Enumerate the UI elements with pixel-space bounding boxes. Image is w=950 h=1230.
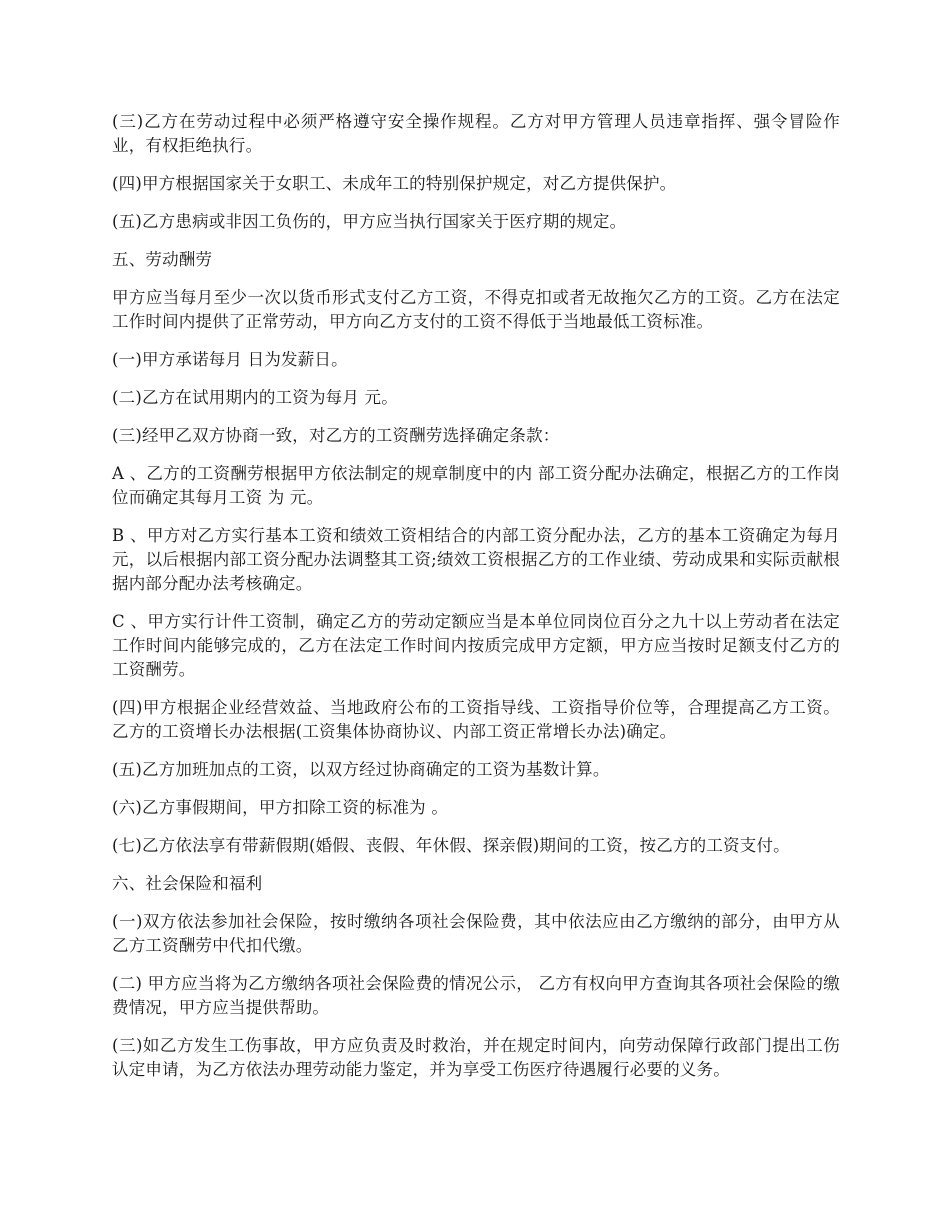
clause-5-overtime: (五)乙方加班加点的工资，以双方经过协商确定的工资为基数计算。 xyxy=(112,760,610,779)
clause-2-disclosure: (二) 甲方应当将为乙方缴纳各项社会保险费的情况公示， 乙方有权向甲方查询其各项社会保险的缴费情况，甲方应当提供帮助。 xyxy=(112,974,840,1017)
option-a: A 、乙方的工资酬劳根据甲方依法制定的规章制度中的内 部工资分配办法确定，根据乙方的工作岗位而确定其每月工资 为 元。 xyxy=(112,464,840,507)
clause-3-wage-options: (三)经甲乙双方协商一致，对乙方的工资酬劳选择确定条款： xyxy=(112,426,560,445)
clause-3-work-injury: (三)如乙方发生工伤事故，甲方应负责及时救治，并在规定时间内，向劳动保障行政部门提出工伤认定申请，为乙方依法办理劳动能力鉴定，并为享受工伤医疗待遇履行必要的义务。 xyxy=(112,1036,840,1079)
clause-1-social-insurance: (一)双方依法参加社会保险，按时缴纳各项社会保险费，其中依法应由乙方缴纳的部分，由甲方从乙方工资酬劳中代扣代缴。 xyxy=(112,912,840,955)
clause-4-special-protection: (四)甲方根据国家关于女职工、未成年工的特别保护规定，对乙方提供保护。 xyxy=(112,174,677,193)
remuneration-intro: 甲方应当每月至少一次以货币形式支付乙方工资，不得克扣或者无故拖欠乙方的工资。乙方在法定工作时间内提供了正常劳动，甲方向乙方支付的工资不得低于当地最低工资标准。 xyxy=(112,288,840,331)
option-b: B 、甲方对乙方实行基本工资和绩效工资相结合的内部工资分配办法，乙方的基本工资确定为每月 元，以后根据内部工资分配办法调整其工资;绩效工资根据乙方的工作业绩、劳动成果和实际贡献根据内部分配办法考核确定。 xyxy=(112,526,840,593)
clause-2-probation-wage: (二)乙方在试用期内的工资为每月 元。 xyxy=(112,388,398,407)
document-body xyxy=(112,110,840,1096)
option-c: C 、甲方实行计件工资制，确定乙方的劳动定额应当是本单位同岗位百分之九十以上劳动者在法定工作时间内能够完成的，乙方在法定工作时间内按质完成甲方定额，甲方应当按时足额支付乙方的工资酬劳。 xyxy=(112,612,840,679)
clause-1-payday: (一)甲方承诺每月 日为发薪日。 xyxy=(112,350,348,369)
clause-4-wage-increase: (四)甲方根据企业经营效益、当地政府公布的工资指导线、工资指导价位等，合理提高乙方工资。乙方的工资增长办法根据(工资集体协商协议、内部工资正常增长办法)确定。 xyxy=(112,698,840,741)
clause-7-paid-leave: (七)乙方依法享有带薪假期(婚假、丧假、年休假、探亲假)期间的工资，按乙方的工资支付。 xyxy=(112,836,790,855)
clause-6-personal-leave: (六)乙方事假期间，甲方扣除工资的标准为 。 xyxy=(112,798,449,817)
section-heading-social-insurance: 六、社会保险和福利 xyxy=(112,874,263,893)
section-heading-remuneration: 五、劳动酬劳 xyxy=(112,250,213,269)
clause-3-safety: (三)乙方在劳动过程中必须严格遵守安全操作规程。乙方对甲方管理人员违章指挥、强令冒险作业，有权拒绝执行。 xyxy=(112,112,840,155)
clause-5-medical-period: (五)乙方患病或非因工负伤的，甲方应当执行国家关于医疗期的规定。 xyxy=(112,212,627,231)
